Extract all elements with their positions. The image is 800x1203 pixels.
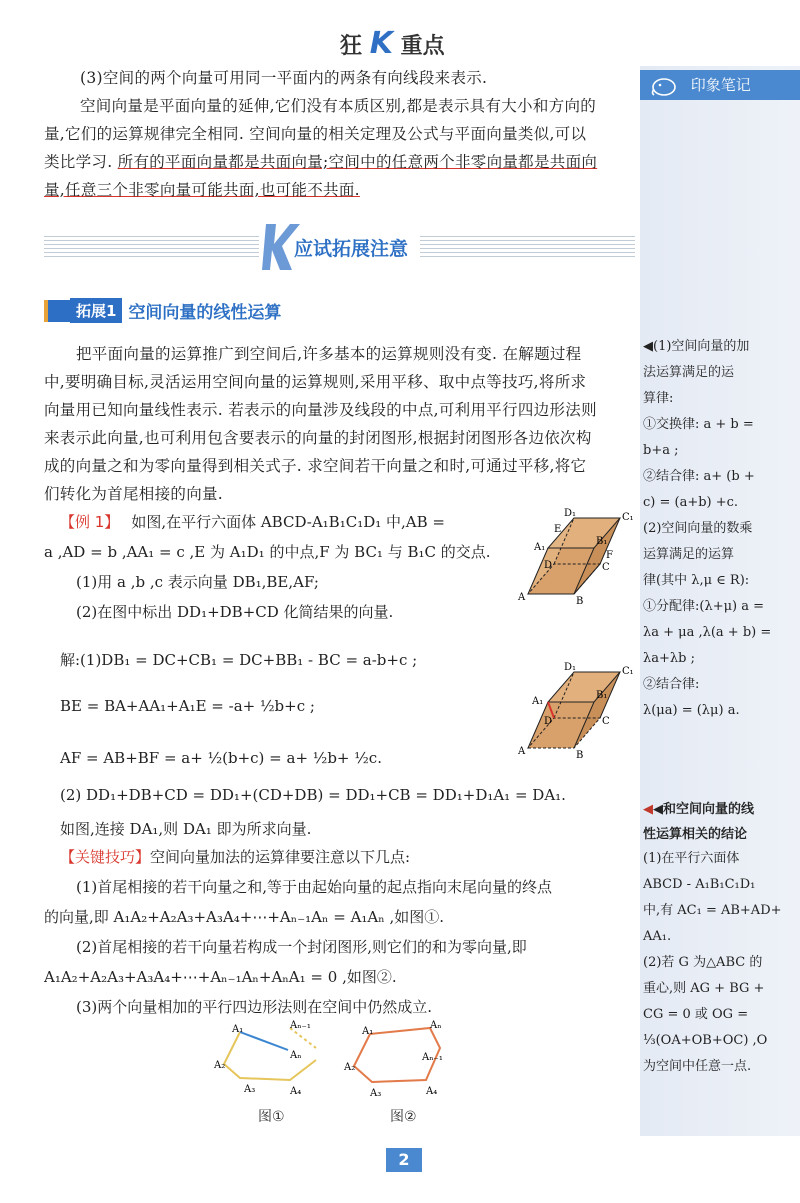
page-header	[0, 0, 800, 60]
fig-label: A₂	[344, 1062, 356, 1073]
fig-label: A₃	[244, 1084, 256, 1095]
ext-title: 空间向量的线性运算	[128, 303, 282, 323]
figure-2	[340, 1020, 470, 1102]
fig-label: Aₙ	[430, 1020, 442, 1031]
solution-block	[60, 640, 560, 778]
sidebar-line: (1)在平行六面体	[643, 851, 740, 866]
note2-title-line2: 性运算相关的结论	[643, 827, 748, 842]
cube-label: F	[606, 550, 613, 561]
sidebar-line: AA₁.	[643, 929, 672, 944]
intro-line: 空间向量是平面向量的延伸,它们没有本质区别,都是表示具有大小和方向的	[80, 97, 597, 115]
header-title	[340, 26, 445, 61]
cube-label: A	[518, 746, 526, 757]
sidebar-line: ⅓(OA+OB+OC) ,O	[643, 1033, 768, 1048]
sidebar-line: ②结合律:	[643, 677, 700, 692]
figure-2-caption: 图②	[390, 1109, 417, 1125]
sidebar-line: 律(其中 λ,μ ∈ R):	[643, 573, 750, 588]
example-text: a ,AD = b ,AA₁ = c ,E 为 A₁D₁ 的中点,F 为 BC₁ 与 B₁C 的交点.	[44, 543, 491, 561]
solution-block-2	[60, 778, 630, 846]
paragraph-line: 中,要明确目标,灵活运用空间向量的运算规则,采用平移、取中点等技巧,将所求	[44, 373, 587, 391]
sidebar-line: ②结合律: a+ (b +	[643, 469, 755, 484]
method-paragraph	[44, 340, 636, 508]
fig-label: A₂	[214, 1060, 226, 1071]
example-block	[44, 507, 514, 627]
paragraph-line: 把平面向量的运算推广到空间后,许多基本的运算规则没有变. 在解题过程	[76, 345, 582, 363]
paragraph-line: 们转化为首尾相接的向量.	[44, 485, 224, 503]
solution-line: BE = BA+AA₁+A₁E = -a+ ½b+c ;	[60, 697, 315, 715]
tips-text: (1)首尾相接的若干向量之和,等于由起始向量的起点指向末尾向量的终点	[76, 878, 553, 896]
band-dots-right	[420, 236, 635, 258]
sidebar-note-2	[643, 846, 798, 1080]
fig-label: A₄	[426, 1086, 438, 1097]
cube-label: A	[518, 592, 526, 603]
fig-label: A₄	[290, 1086, 302, 1097]
sidebar-line: (2)若 G 为△ABC 的	[643, 955, 763, 970]
solution-line: AF = AB+BF = a+ ½(b+c) = a+ ½b+ ½c.	[60, 749, 382, 767]
fig-label: A₁	[362, 1026, 374, 1037]
tips-text: 的向量,即 A₁A₂+A₂A₃+A₃A₄+⋯+Aₙ₋₁Aₙ = A₁Aₙ ,如图①.	[44, 908, 445, 926]
sidebar-header	[640, 70, 800, 100]
intro-block	[44, 64, 640, 204]
intro-line: 量,它们的运算规律完全相同. 空间向量的相关定理及公式与平面向量类似,可以	[44, 125, 587, 143]
fig-label: Aₙ₋₁	[290, 1020, 311, 1031]
cube-label: D₁	[564, 662, 577, 673]
sidebar-line: CG = 0 或 OG =	[643, 1007, 749, 1022]
cube-label: C	[602, 716, 610, 727]
band-dots-left	[44, 236, 259, 258]
cube-label: A₁	[534, 542, 546, 553]
cube-label: E	[554, 524, 562, 535]
highlight-text: 量,任意三个非零向量可能共面,也可能不共面.	[44, 181, 360, 199]
sidebar-line: ABCD - A₁B₁C₁D₁	[643, 877, 756, 892]
sidebar-line: 算律:	[643, 391, 674, 406]
sidebar-line: λa+λb ;	[643, 651, 695, 666]
sidebar-line: 重心,则 AG + BG +	[643, 981, 765, 996]
cube-figure-1	[514, 506, 638, 606]
cube-label: B₁	[596, 690, 608, 701]
book-icon	[44, 300, 70, 322]
sidebar-line: b+a ;	[643, 443, 679, 458]
elephant-icon	[650, 75, 678, 97]
header-post: 重点	[400, 34, 445, 59]
note2-title-line1: ◀◀和空间向量的线	[643, 802, 754, 817]
question-2: (2)在图中标出 DD₁+DB+CD 化简结果的向量.	[76, 603, 394, 621]
fig-label: Aₙ₋₁	[422, 1052, 443, 1063]
sidebar-note-1	[643, 334, 798, 724]
highlight-text: 所有的平面向量都是共面向量;空间中的任意两个非零向量都是共面向	[117, 153, 598, 171]
fig-label: A₁	[232, 1024, 244, 1035]
sidebar-line: 法运算满足的运	[643, 365, 735, 380]
example-tag: 【例 1】	[60, 513, 120, 531]
cube-label: D₁	[564, 508, 577, 519]
solution-line: 解:(1)DB₁ = DC+CB₁ = DC+BB₁ - BC = a-b+c ;	[60, 651, 418, 669]
solution-line: 如图,连接 DA₁,则 DA₁ 即为所求向量.	[60, 820, 312, 838]
paragraph-line: 成的向量之和为零向量得到相关式子. 求空间若干向量之和时,可通过平移,将它	[44, 457, 587, 475]
cube-label: B	[576, 596, 584, 606]
sidebar-title: 印象笔记	[690, 76, 751, 94]
tips-text: 空间向量加法的运算律要注意以下几点:	[150, 848, 411, 866]
solution-line: (2) DD₁+DB+CD = DD₁+(CD+DB) = DD₁+CB = DD₁+D₁A₁ = DA₁.	[60, 786, 566, 804]
cube-label: C	[602, 562, 610, 573]
fig-label: Aₙ	[290, 1050, 302, 1061]
intro-line: (3)空间的两个向量可用同一平面内的两条有向线段来表示.	[80, 69, 488, 87]
cube-label: C₁	[622, 666, 634, 677]
header-k-logo: K	[369, 26, 393, 61]
tips-text: A₁A₂+A₂A₃+A₃A₄+⋯+Aₙ₋₁Aₙ+AₙA₁ = 0 ,如图②.	[44, 968, 397, 986]
header-pre: 狂	[340, 34, 363, 59]
figure-1-caption: 图①	[258, 1109, 285, 1125]
cube-label: D	[544, 716, 553, 727]
sidebar-line: λa + μa ,λ(a + b) =	[643, 625, 772, 640]
paragraph-line: 来表示此向量,也可利用包含要表示的向量的封闭图形,根据封闭图形各边依次构	[44, 429, 592, 447]
sidebar-line: ◀(1)空间向量的加	[643, 339, 750, 354]
question-1: (1)用 a ,b ,c 表示向量 DB₁,BE,AF;	[76, 573, 319, 591]
extension-heading	[44, 298, 281, 324]
sidebar-line: (2)空间向量的数乘	[643, 521, 753, 536]
paragraph-line: 向量用已知向量线性表示. 若表示的向量涉及线段的中点,可利用平行四边形法则	[44, 401, 597, 419]
fig-label: A₃	[370, 1088, 382, 1099]
tips-text: (3)两个向量相加的平行四边形法则在空间中仍然成立.	[76, 998, 433, 1016]
intro-line: 类比学习.	[44, 153, 118, 171]
section-band	[44, 228, 636, 268]
cube-label: B₁	[596, 536, 608, 547]
cube-label: A₁	[532, 696, 544, 707]
tips-block	[44, 842, 636, 1022]
sidebar-note-2-title	[643, 798, 798, 842]
example-text: 如图,在平行六面体 ABCD-A₁B₁C₁D₁ 中,AB =	[131, 513, 445, 531]
ext-label: 拓展1	[70, 298, 122, 323]
cube-label: C₁	[622, 512, 634, 523]
section-title: 应试拓展注意	[294, 238, 409, 260]
sidebar-line: c) = (a+b) +c.	[643, 495, 739, 510]
sidebar-line: 运算满足的运算	[643, 547, 735, 562]
sidebar-line: 中,有 AC₁ = AB+AD+	[643, 903, 782, 918]
figure-1	[210, 1020, 340, 1102]
tips-title: 【关键技巧】	[60, 848, 151, 866]
sidebar-line: ①交换律: a + b =	[643, 417, 754, 432]
sidebar-line: 为空间中任意一点.	[643, 1059, 752, 1074]
cube-label: B	[576, 750, 584, 760]
cube-figure-2	[514, 660, 638, 760]
sidebar-line: ①分配律:(λ+μ) a =	[643, 599, 765, 614]
sidebar-line: λ(μa) = (λμ) a.	[643, 703, 740, 718]
tips-text: (2)首尾相接的若干向量若构成一个封闭图形,则它们的和为零向量,即	[76, 938, 527, 956]
page-number: 2	[386, 1148, 422, 1172]
cube-label: D	[544, 560, 553, 571]
